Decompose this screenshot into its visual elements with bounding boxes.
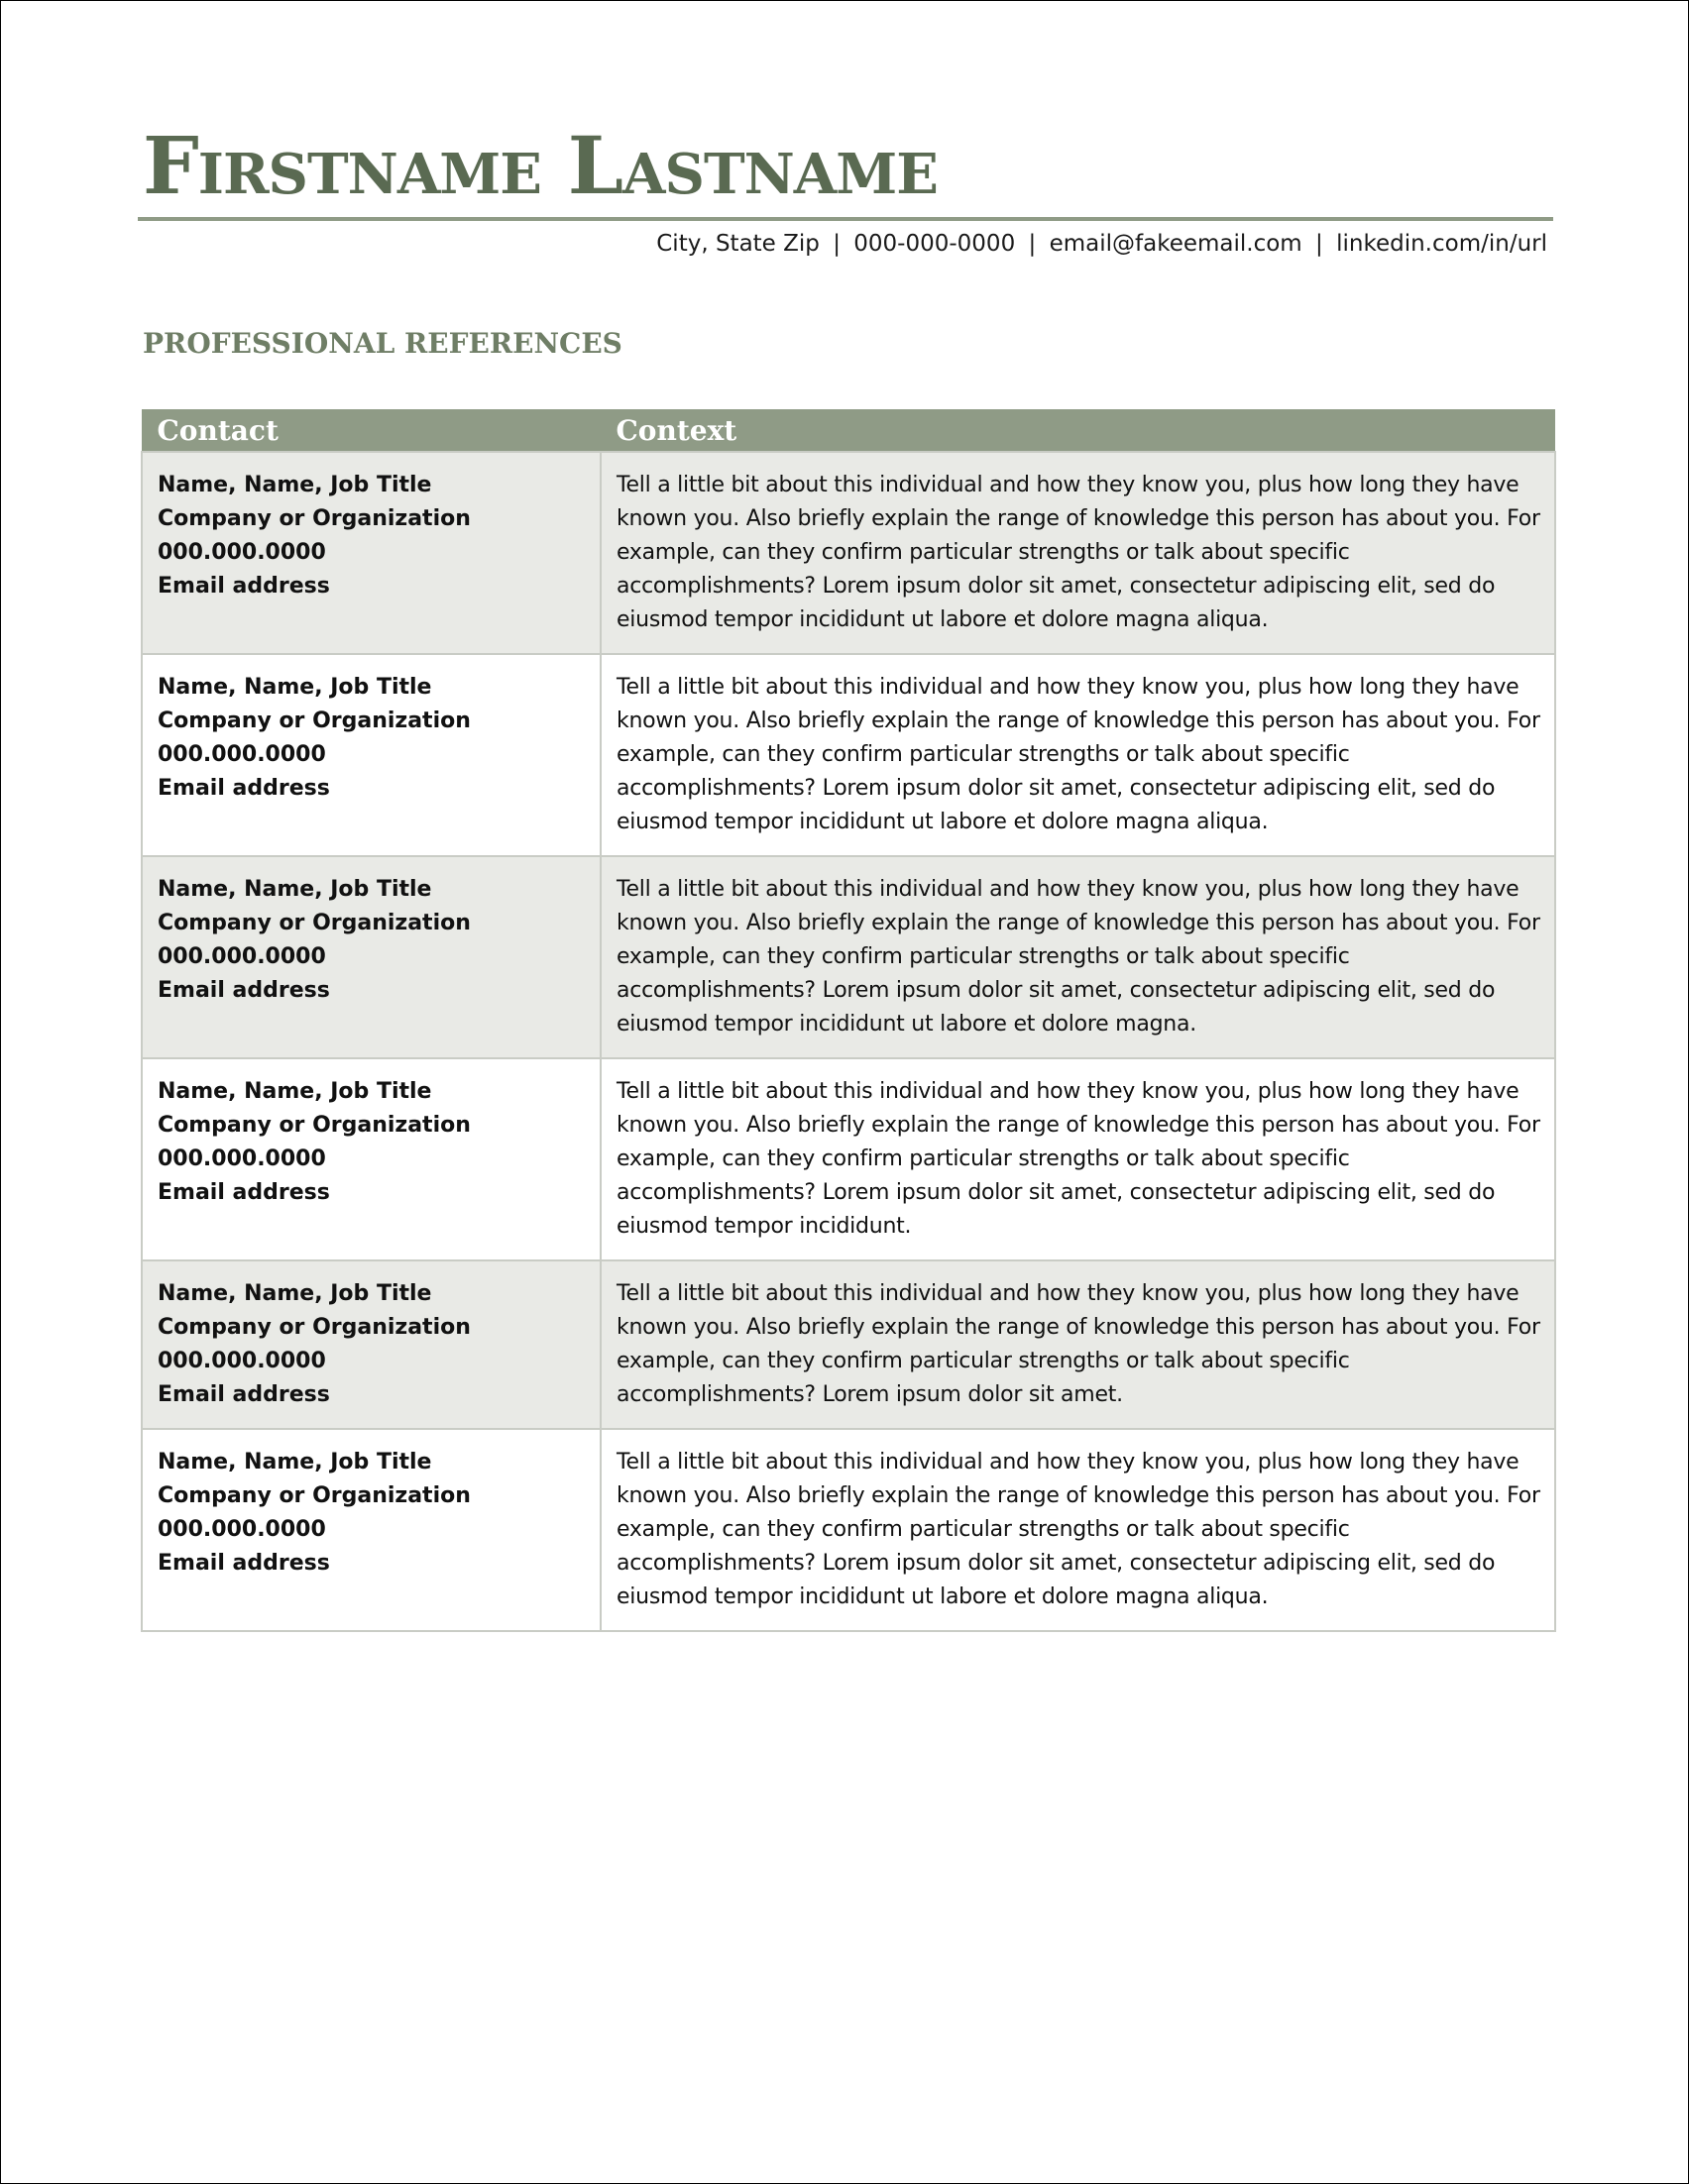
table-header-row: [142, 409, 1555, 453]
table-row: [142, 1058, 1555, 1260]
email-address: email@fakeemail.com: [1049, 231, 1302, 257]
separator: |: [1315, 231, 1323, 257]
reference-company: Company or Organization: [158, 1315, 471, 1340]
reference-name: Name, Name, Job Title: [158, 1450, 432, 1474]
reference-company: Company or Organization: [158, 506, 471, 531]
reference-name: Name, Name, Job Title: [158, 675, 432, 700]
context-cell: Tell a little bit about this individual and how they know you, plus how long they have known you. Also briefly explain the range of knowledge this person has about you. For example, can they confirm particular strengths or talk about specific accomplishments? Lorem ipsum dolor sit amet, consectetur adipiscing elit, sed do eiusmod tempor incididunt ut labore et dolore magna aliqua.: [601, 452, 1555, 654]
contact-cell: [142, 452, 601, 654]
reference-phone: 000.000.0000: [158, 540, 326, 565]
table-row: [142, 856, 1555, 1058]
applicant-name: Firstname Lastname: [143, 119, 938, 212]
reference-company: Company or Organization: [158, 1483, 471, 1508]
reference-email: Email address: [158, 1180, 330, 1205]
reference-name: Name, Name, Job Title: [158, 877, 432, 902]
city-state-zip: City, State Zip: [656, 231, 820, 257]
context-cell: Tell a little bit about this individual and how they know you, plus how long they have known you. Also briefly explain the range of knowledge this person has about you. For example, can they confirm particular strengths or talk about specific accomplishments? Lorem ipsum dolor sit amet, consectetur adipiscing elit, sed do eiusmod tempor incididunt ut labore et dolore magna aliqua.: [601, 654, 1555, 856]
reference-email: Email address: [158, 978, 330, 1003]
context-cell: Tell a little bit about this individual and how they know you, plus how long they have known you. Also briefly explain the range of knowledge this person has about you. For example, can they confirm particular strengths or talk about specific accomplishments? Lorem ipsum dolor sit amet, consectetur adipiscing elit, sed do eiusmod tempor incididunt ut labore et dolore magna.: [601, 856, 1555, 1058]
separator: |: [833, 231, 841, 257]
table-row: [142, 1260, 1555, 1429]
column-header-context: Context: [601, 409, 1555, 453]
reference-phone: 000.000.0000: [158, 1517, 326, 1542]
reference-email: Email address: [158, 1382, 330, 1407]
reference-phone: 000.000.0000: [158, 1349, 326, 1373]
linkedin-url: linkedin.com/in/url: [1336, 231, 1547, 257]
contact-cell: [142, 1429, 601, 1631]
references-table: [141, 408, 1556, 1632]
reference-company: Company or Organization: [158, 911, 471, 935]
phone-number: 000-000-0000: [853, 231, 1016, 257]
contact-cell: [142, 1058, 601, 1260]
reference-phone: 000.000.0000: [158, 944, 326, 969]
header-rule: [138, 217, 1553, 221]
reference-name: Name, Name, Job Title: [158, 1281, 432, 1306]
table-row: [142, 452, 1555, 654]
context-cell: Tell a little bit about this individual and how they know you, plus how long they have known you. Also briefly explain the range of knowledge this person has about you. For example, can they confirm particular strengths or talk about specific accomplishments? Lorem ipsum dolor sit amet.: [601, 1260, 1555, 1429]
column-header-contact: Contact: [142, 409, 601, 453]
contact-cell: [142, 856, 601, 1058]
reference-name: Name, Name, Job Title: [158, 1079, 432, 1104]
section-title: PROFESSIONAL REFERENCES: [143, 327, 622, 360]
context-cell: Tell a little bit about this individual and how they know you, plus how long they have known you. Also briefly explain the range of knowledge this person has about you. For example, can they confirm particular strengths or talk about specific accomplishments? Lorem ipsum dolor sit amet, consectetur adipiscing elit, sed do eiusmod tempor incididunt.: [601, 1058, 1555, 1260]
reference-phone: 000.000.0000: [158, 742, 326, 767]
reference-company: Company or Organization: [158, 1113, 471, 1138]
contact-cell: [142, 1260, 601, 1429]
contact-cell: [142, 654, 601, 856]
contact-line: [656, 229, 1547, 259]
table-row: [142, 1429, 1555, 1631]
reference-email: Email address: [158, 1551, 330, 1576]
reference-name: Name, Name, Job Title: [158, 473, 432, 497]
context-cell: Tell a little bit about this individual and how they know you, plus how long they have known you. Also briefly explain the range of knowledge this person has about you. For example, can they confirm particular strengths or talk about specific accomplishments? Lorem ipsum dolor sit amet, consectetur adipiscing elit, sed do eiusmod tempor incididunt ut labore et dolore magna aliqua.: [601, 1429, 1555, 1631]
table-row: [142, 654, 1555, 856]
reference-email: Email address: [158, 776, 330, 801]
reference-company: Company or Organization: [158, 709, 471, 733]
separator: |: [1028, 231, 1037, 257]
reference-phone: 000.000.0000: [158, 1147, 326, 1171]
reference-email: Email address: [158, 574, 330, 599]
